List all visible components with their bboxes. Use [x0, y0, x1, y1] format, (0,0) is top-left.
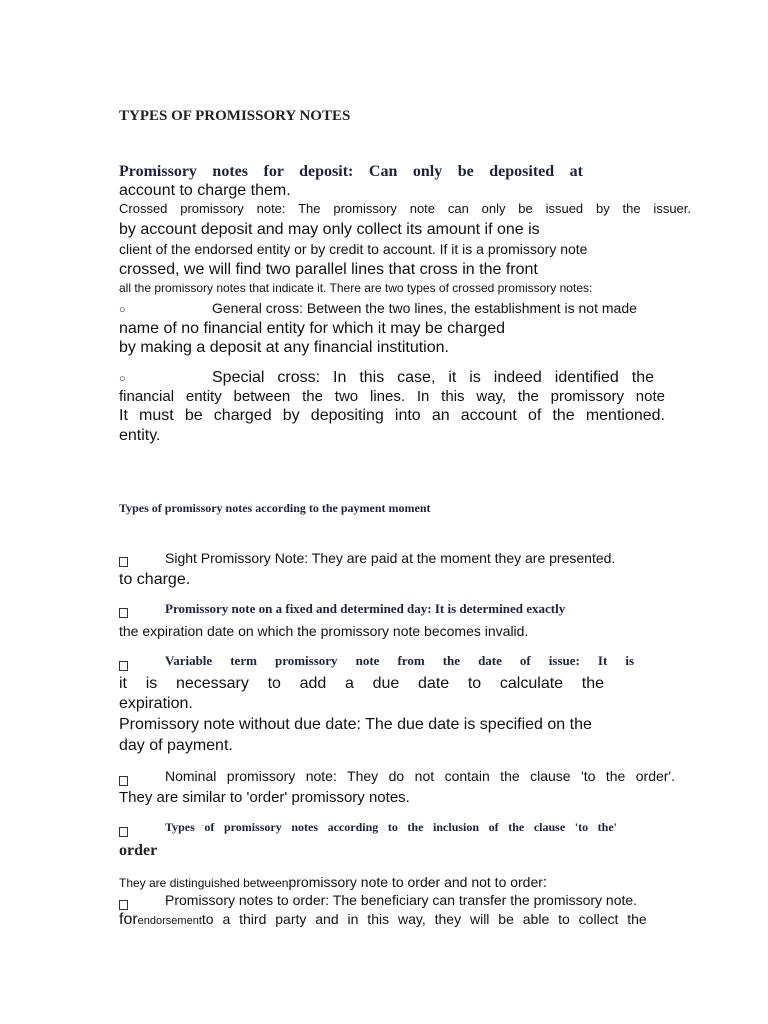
- text-line: Crossed promissory note: The promissory note can only be issued by the issuer.: [119, 201, 691, 216]
- text-line: client of the endorsed entity or by credit to account. If it is a promissory note: [119, 241, 588, 257]
- order-note-line: Promissory notes to order: The beneficiary can transfer the promissory note.: [165, 892, 638, 908]
- general-cross-line: General cross: Between the two lines, the establishment is not made: [212, 300, 637, 316]
- text-line: by account deposit and may only collect its amount if one is: [119, 221, 540, 238]
- no-due-date-line: Promissory note without due date: The due date is specified on the: [119, 716, 592, 733]
- text-line: entity.: [119, 427, 161, 444]
- order-clause-heading-cont: order: [119, 842, 158, 859]
- text-line: It must be charged by depositing into an account of the mentioned.: [119, 407, 665, 424]
- text-span: endorsement: [137, 915, 202, 927]
- fixed-day-line: Promissory note on a fixed and determined day: It is determined exactly: [165, 601, 566, 616]
- order-clause-heading: Types of promissory notes according to the inclusion of the clause 'to the': [165, 820, 617, 834]
- document-title: TYPES OF PROMISSORY NOTES: [119, 108, 351, 124]
- bullet-marker: ○: [119, 373, 126, 385]
- text-span: They are distinguished between: [119, 876, 289, 890]
- text-line: all the promissory notes that indicate it. There are two types of crossed promissory notes:: [119, 281, 593, 295]
- text-line: financial entity between the two lines. In this way, the promissory note: [119, 388, 665, 405]
- bullet-marker: ○: [119, 304, 126, 316]
- payment-moment-heading: Types of promissory notes according to the payment moment: [119, 501, 431, 515]
- variable-term-line: Variable term promissory note from the date of issue: It is: [165, 653, 634, 668]
- text-span: promissory note to order and not to order: [288, 874, 543, 890]
- text-span: to a third party and in this way, they will be able to collect the: [201, 911, 647, 927]
- text-line: They are similar to 'order' promissory notes.: [119, 789, 410, 806]
- deposit-heading: Promissory notes for deposit: Can only be deposited at: [119, 163, 583, 180]
- checkbox-square-icon: [119, 554, 128, 572]
- text-line: day of payment.: [119, 737, 233, 754]
- text-line: name of no financial entity for which it may be charged: [119, 320, 505, 337]
- text-line: crossed, we will find two parallel lines that cross in the front: [119, 261, 538, 278]
- checkbox-square-icon: [119, 605, 128, 623]
- text-line: the expiration date on which the promissory note becomes invalid.: [119, 623, 529, 639]
- text-span: :: [542, 874, 548, 891]
- endorsement-line: [119, 911, 647, 929]
- distinguished-line: [119, 874, 547, 892]
- text-line: to charge.: [119, 571, 191, 588]
- text-span: for: [119, 911, 138, 928]
- nominal-note-line: Nominal promissory note: They do not contain the clause 'to the order'.: [165, 768, 675, 784]
- special-cross-line: Special cross: In this case, it is indeed identified the: [212, 369, 654, 386]
- text-line: expiration.: [119, 695, 193, 712]
- checkbox-square-icon: [119, 824, 128, 842]
- checkbox-square-icon: [119, 658, 128, 676]
- text-line: it is necessary to add a due date to calculate the: [119, 675, 604, 692]
- text-line: account to charge them.: [119, 182, 291, 199]
- sight-note-line: Sight Promissory Note: They are paid at the moment they are presented.: [165, 550, 616, 566]
- text-line: by making a deposit at any financial institution.: [119, 339, 449, 356]
